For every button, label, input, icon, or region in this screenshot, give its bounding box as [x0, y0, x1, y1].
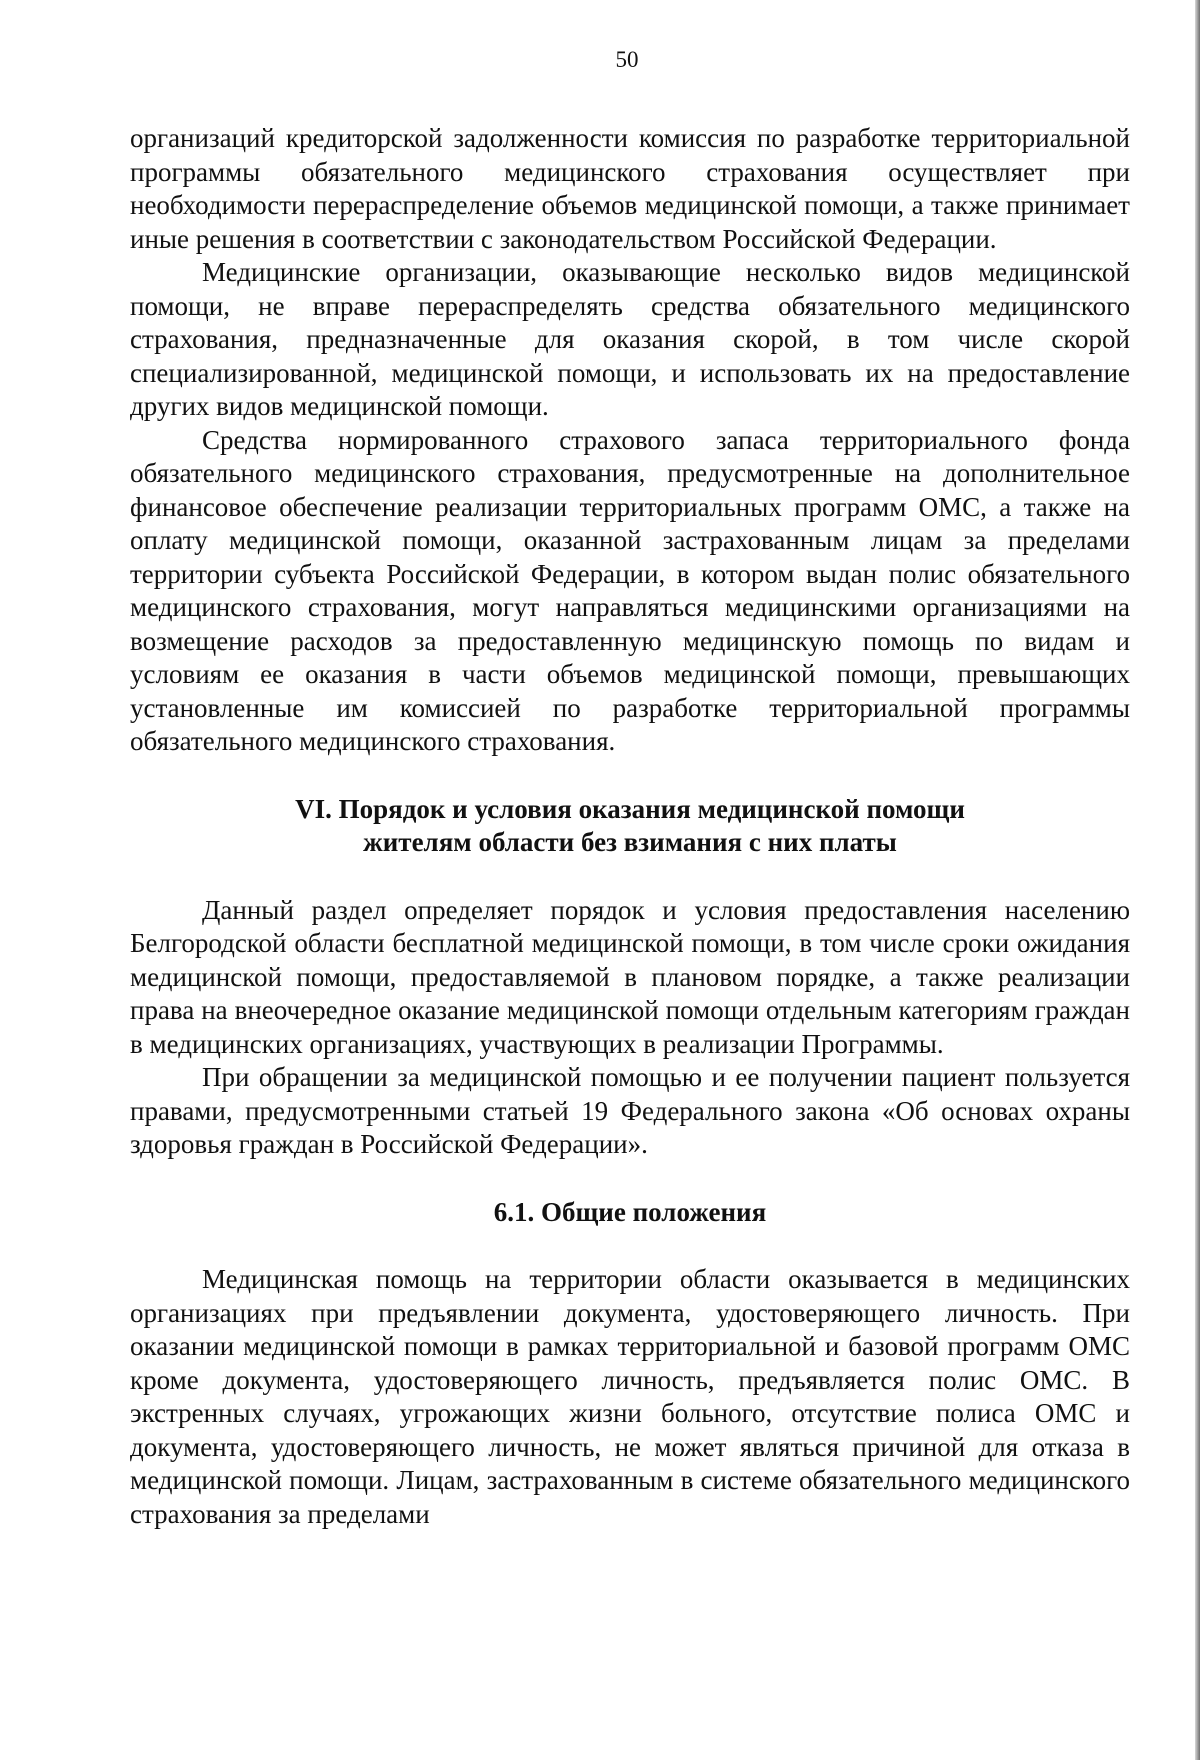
subsection-heading-line: 6.1. Общие положения: [493, 1196, 767, 1227]
section-heading-vi: [130, 793, 1130, 860]
document-body: [130, 122, 1130, 1531]
paragraph-general-provisions: Медицинская помощь на территории области оказывается в медицинских организациях при предъявлении документа, удостоверяющего личность. При оказании медицинской помощи в рамках территориальной и базовой программ ОМС кроме документа, удостоверяющего личность, предъявляется полис ОМС. В экстренных случаях, угрожающих жизни больного, отсутствие полиса ОМС и документа, удостоверяющего личность, не может являться причиной для отказа в медицинской помощи. Лицам, застрахованным в системе обязательного медицинского страхования за пределами: [130, 1264, 1130, 1529]
subsection-heading-6-1: [130, 1196, 1130, 1230]
paragraph-creditor-debt: организаций кредиторской задолженности комиссия по разработке территориальной программы обязательного медицинского страхования осуществляет при необходимости перераспределение объемов медицинской помощи, а также принимает иные решения в соответствии с законодательством Российской Федерации.: [130, 123, 1130, 254]
paragraph-redistribution-ban: Медицинские организации, оказывающие несколько видов медицинской помощи, не вправе перераспределять средства обязательного медицинского страхования, предназначенные для оказания скорой, в том числе скорой специализированной, медицинской помощи, и использовать их на предоставление других видов медицинской помощи.: [130, 257, 1130, 421]
section-heading-line-2: жителям области без взимания с них платы: [363, 827, 897, 857]
scan-edge: [1195, 0, 1200, 1760]
paragraph-insurance-reserve: Средства нормированного страхового запаса территориального фонда обязательного медицинского страхования, предусмотренные на дополнительное финансовое обеспечение реализации территориальных программ ОМС, а также на оплату медицинской помощи, оказанной застрахованным лицам за пределами территории субъекта Российской Федерации, в котором выдан полис обязательного медицинского страхования, могут направляться медицинскими организациями на возмещение расходов за предоставленную медицинскую помощь по видам и условиям ее оказания в части объемов медицинской помощи, превышающих установленные им комиссией по разработке территориальной программы обязательного медицинского страхования.: [130, 424, 1130, 756]
page-number: 50: [615, 47, 639, 72]
paragraph-patient-rights: При обращении за медицинской помощью и ее получении пациент пользуется правами, предусмотренными статьей 19 Федерального закона «Об основах охраны здоровья граждан в Российской Федерации».: [130, 1062, 1130, 1159]
section-heading-line-1: VI. Порядок и условия оказания медицинской помощи: [295, 793, 965, 824]
paragraph-section-scope: Данный раздел определяет порядок и условия предоставления населению Белгородской области бесплатной медицинской помощи, в том числе сроки ожидания медицинской помощи, предоставляемой в плановом порядке, а также реализации права на внеочередное оказание медицинской помощи отдельным категориям граждан в медицинских организациях, участвующих в реализации Программы.: [130, 894, 1130, 1059]
